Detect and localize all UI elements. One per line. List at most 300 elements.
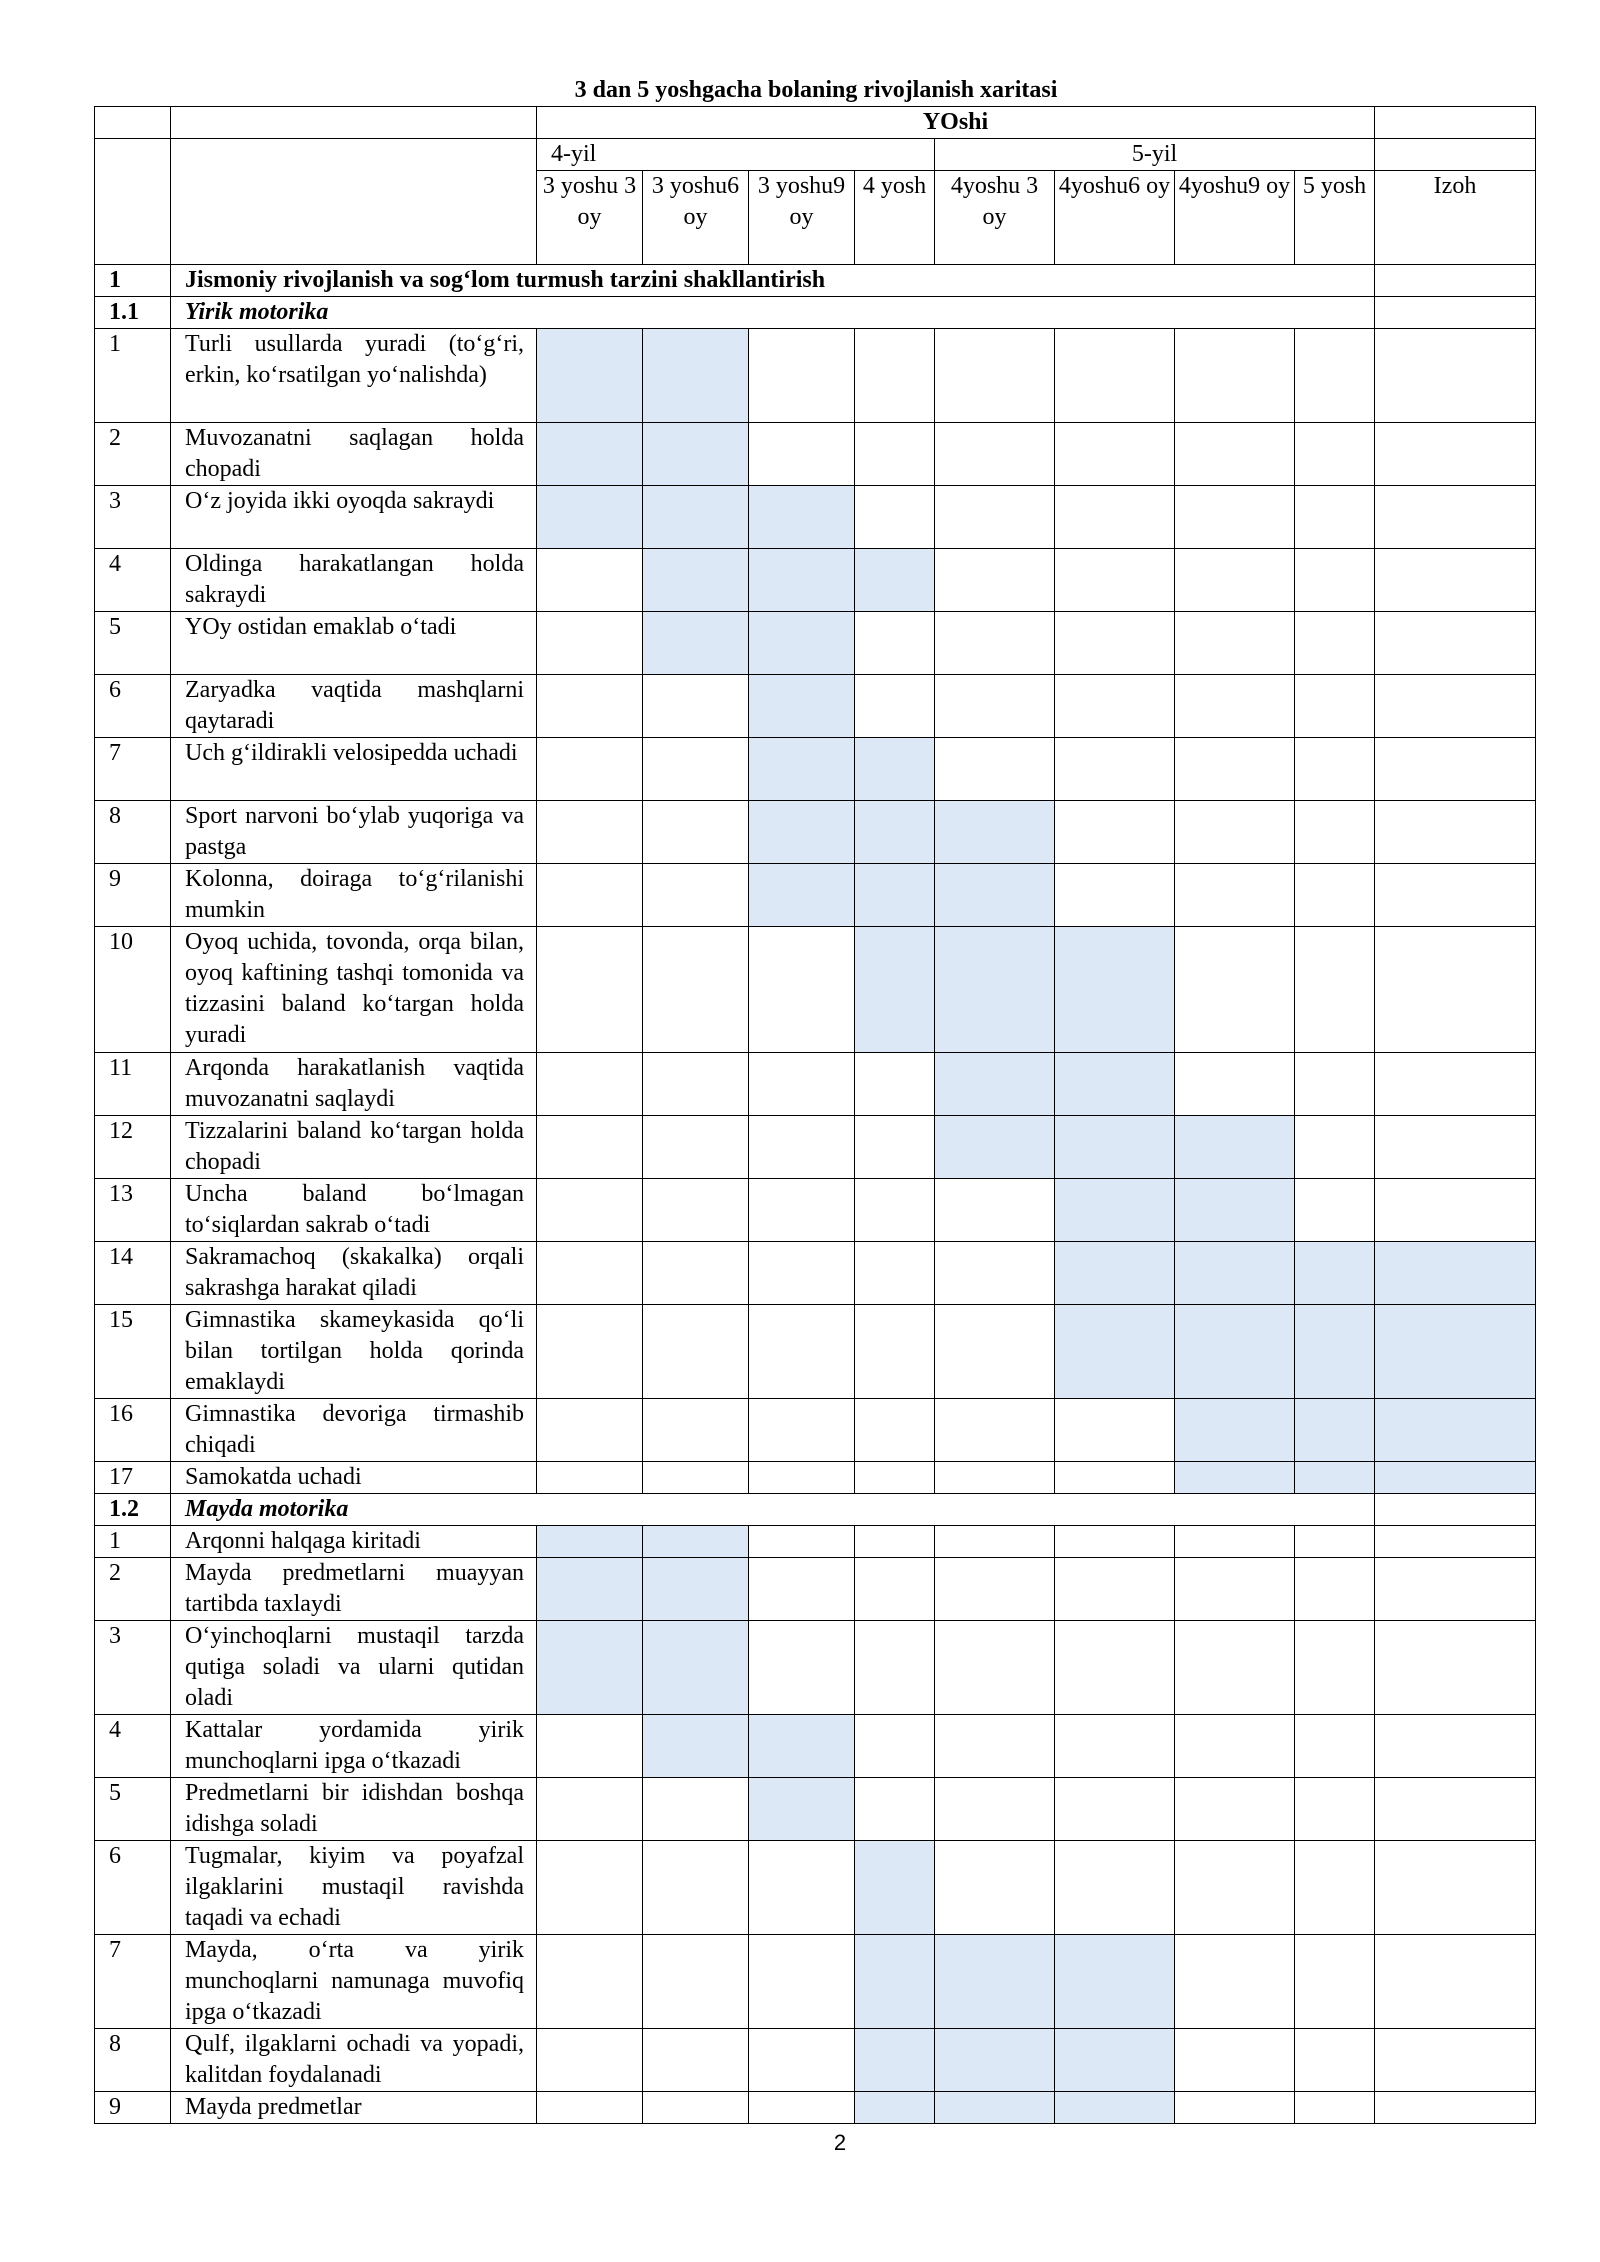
age-cell-marked bbox=[749, 549, 855, 612]
milestone-row bbox=[95, 1053, 1536, 1116]
note-cell bbox=[1375, 265, 1536, 297]
age-cell bbox=[1055, 1715, 1175, 1778]
age-cell-marked bbox=[855, 738, 935, 801]
note-cell bbox=[1375, 1778, 1536, 1841]
age-cell bbox=[1055, 423, 1175, 486]
age-cell bbox=[935, 1179, 1055, 1242]
age-cell-marked bbox=[643, 612, 749, 675]
col-header: 4yoshu 3 oy bbox=[935, 171, 1055, 265]
note-cell bbox=[1375, 329, 1536, 423]
age-cell-marked bbox=[1175, 1462, 1295, 1494]
age-cell-marked bbox=[643, 486, 749, 549]
age-cell-marked bbox=[643, 1621, 749, 1715]
note-cell bbox=[1375, 1558, 1536, 1621]
age-cell bbox=[537, 1778, 643, 1841]
subsection-row bbox=[95, 297, 1536, 329]
row-number: 7 bbox=[95, 1935, 171, 2029]
age-cell-marked bbox=[643, 1715, 749, 1778]
age-cell bbox=[935, 675, 1055, 738]
age-cell bbox=[1175, 675, 1295, 738]
age-cell bbox=[537, 1179, 643, 1242]
age-header: YOshi bbox=[537, 107, 1375, 139]
note-cell bbox=[1375, 2029, 1536, 2092]
milestone-row bbox=[95, 675, 1536, 738]
age-cell bbox=[643, 675, 749, 738]
age-cell bbox=[1175, 612, 1295, 675]
age-cell-marked bbox=[643, 549, 749, 612]
milestone-description: Gimnastika skameykasida qo‘li bilan tortilgan holda qorinda emaklaydi bbox=[171, 1305, 537, 1399]
age-cell-marked bbox=[749, 738, 855, 801]
milestone-row bbox=[95, 1778, 1536, 1841]
age-cell bbox=[855, 423, 935, 486]
row-number: 1 bbox=[95, 1526, 171, 1558]
age-cell-marked bbox=[855, 864, 935, 927]
row-number: 8 bbox=[95, 2029, 171, 2092]
age-cell bbox=[1175, 423, 1295, 486]
age-cell bbox=[537, 927, 643, 1053]
age-cell bbox=[749, 1305, 855, 1399]
section-row bbox=[95, 265, 1536, 297]
age-cell-marked bbox=[643, 1558, 749, 1621]
age-cell bbox=[1055, 675, 1175, 738]
development-chart-table bbox=[94, 106, 1536, 2124]
row-number: 1.1 bbox=[95, 297, 171, 329]
age-cell bbox=[1055, 1778, 1175, 1841]
milestone-row bbox=[95, 423, 1536, 486]
note-cell bbox=[1375, 675, 1536, 738]
age-cell bbox=[1295, 1053, 1375, 1116]
header-blank-cell bbox=[1375, 139, 1536, 171]
age-cell bbox=[749, 1179, 855, 1242]
age-cell-marked bbox=[537, 486, 643, 549]
age-cell bbox=[537, 1053, 643, 1116]
note-cell bbox=[1375, 1621, 1536, 1715]
milestone-description: Kolonna, doiraga to‘g‘rilanishi mumkin bbox=[171, 864, 537, 927]
age-cell-marked bbox=[935, 1935, 1055, 2029]
milestone-description: Tizzalarini baland ko‘targan holda chopadi bbox=[171, 1116, 537, 1179]
age-cell bbox=[537, 1399, 643, 1462]
age-cell-marked bbox=[537, 1526, 643, 1558]
age-cell bbox=[855, 1778, 935, 1841]
milestone-row bbox=[95, 1526, 1536, 1558]
age-cell-marked bbox=[643, 423, 749, 486]
age-cell bbox=[935, 329, 1055, 423]
age-cell bbox=[855, 1053, 935, 1116]
row-number: 13 bbox=[95, 1179, 171, 1242]
subsection-row bbox=[95, 1494, 1536, 1526]
age-cell-marked bbox=[1055, 2029, 1175, 2092]
age-cell bbox=[935, 612, 1055, 675]
milestone-description: Zaryadka vaqtida mashqlarni qaytaradi bbox=[171, 675, 537, 738]
age-cell bbox=[537, 549, 643, 612]
age-cell-marked bbox=[1055, 2092, 1175, 2124]
age-cell bbox=[749, 1621, 855, 1715]
milestone-description: Uncha baland bo‘lmagan to‘siqlardan sakrab o‘tadi bbox=[171, 1179, 537, 1242]
milestone-row bbox=[95, 2029, 1536, 2092]
age-cell-marked bbox=[935, 1053, 1055, 1116]
age-cell bbox=[855, 612, 935, 675]
note-cell bbox=[1375, 738, 1536, 801]
age-cell bbox=[1295, 927, 1375, 1053]
age-cell bbox=[1175, 1621, 1295, 1715]
milestone-row bbox=[95, 1242, 1536, 1305]
age-cell bbox=[935, 549, 1055, 612]
age-cell bbox=[749, 329, 855, 423]
milestone-row bbox=[95, 864, 1536, 927]
note-cell bbox=[1375, 864, 1536, 927]
age-cell bbox=[935, 1526, 1055, 1558]
row-number: 1.2 bbox=[95, 1494, 171, 1526]
age-cell bbox=[1295, 612, 1375, 675]
age-cell-marked bbox=[935, 1116, 1055, 1179]
row-number: 12 bbox=[95, 1116, 171, 1179]
milestone-description: Arqonni halqaga kiritadi bbox=[171, 1526, 537, 1558]
age-cell bbox=[935, 1715, 1055, 1778]
age-cell bbox=[537, 612, 643, 675]
milestone-description: Turli usullarda yuradi (to‘g‘ri, erkin, ko‘rsatilgan yo‘nalishda) bbox=[171, 329, 537, 423]
age-cell-marked bbox=[1055, 1053, 1175, 1116]
row-number: 5 bbox=[95, 1778, 171, 1841]
age-cell bbox=[1295, 1558, 1375, 1621]
age-cell bbox=[643, 1399, 749, 1462]
age-cell bbox=[1295, 1778, 1375, 1841]
note-cell bbox=[1375, 1462, 1536, 1494]
age-cell bbox=[1175, 1053, 1295, 1116]
age-cell-marked bbox=[1055, 1179, 1175, 1242]
age-cell-marked bbox=[643, 329, 749, 423]
milestone-row bbox=[95, 612, 1536, 675]
milestone-description: Sport narvoni bo‘ylab yuqoriga va pastga bbox=[171, 801, 537, 864]
milestone-description: Mayda, o‘rta va yirik munchoqlarni namunaga muvofiq ipga o‘tkazadi bbox=[171, 1935, 537, 2029]
age-cell-marked bbox=[935, 2092, 1055, 2124]
age-cell bbox=[1295, 423, 1375, 486]
milestone-description: Kattalar yordamida yirik munchoqlarni ipga o‘tkazadi bbox=[171, 1715, 537, 1778]
age-cell bbox=[643, 2092, 749, 2124]
age-cell bbox=[1175, 2029, 1295, 2092]
age-cell bbox=[1295, 1179, 1375, 1242]
age-cell bbox=[1295, 549, 1375, 612]
age-cell bbox=[1175, 2092, 1295, 2124]
note-cell bbox=[1375, 423, 1536, 486]
milestone-row bbox=[95, 1305, 1536, 1399]
age-cell bbox=[537, 2092, 643, 2124]
milestone-description: Predmetlarni bir idishdan boshqa idishga soladi bbox=[171, 1778, 537, 1841]
milestone-description: Qulf, ilgaklarni ochadi va yopadi, kalitdan foydalanadi bbox=[171, 2029, 537, 2092]
subsection-title: Yirik motorika bbox=[171, 297, 1375, 329]
age-cell-marked bbox=[537, 1621, 643, 1715]
age-cell bbox=[855, 1621, 935, 1715]
age-cell bbox=[537, 1935, 643, 2029]
age-cell-marked bbox=[1055, 927, 1175, 1053]
age-cell bbox=[855, 1715, 935, 1778]
row-number: 2 bbox=[95, 423, 171, 486]
milestone-row bbox=[95, 1179, 1536, 1242]
row-number: 2 bbox=[95, 1558, 171, 1621]
age-cell-marked bbox=[1175, 1399, 1295, 1462]
milestone-row bbox=[95, 1462, 1536, 1494]
milestone-description: Sakramachoq (skakalka) orqali sakrashga harakat qiladi bbox=[171, 1242, 537, 1305]
age-cell bbox=[643, 864, 749, 927]
header-blank-cell bbox=[95, 139, 171, 265]
age-cell-marked bbox=[1175, 1242, 1295, 1305]
row-number: 1 bbox=[95, 265, 171, 297]
age-cell bbox=[1175, 738, 1295, 801]
age-cell bbox=[643, 927, 749, 1053]
age-cell bbox=[1295, 1715, 1375, 1778]
row-number: 14 bbox=[95, 1242, 171, 1305]
header-row-years bbox=[95, 139, 1536, 171]
age-cell-marked bbox=[855, 1935, 935, 2029]
age-cell-marked bbox=[855, 927, 935, 1053]
col-header: 3 yoshu 3 oy bbox=[537, 171, 643, 265]
age-cell bbox=[1295, 864, 1375, 927]
note-cell bbox=[1375, 486, 1536, 549]
row-number: 6 bbox=[95, 1841, 171, 1935]
age-cell bbox=[1055, 1526, 1175, 1558]
age-cell bbox=[935, 486, 1055, 549]
milestone-description: Uch g‘ildirakli velosipedda uchadi bbox=[171, 738, 537, 801]
age-cell bbox=[1175, 1841, 1295, 1935]
row-number: 10 bbox=[95, 927, 171, 1053]
milestone-row bbox=[95, 2092, 1536, 2124]
year-group-5: 5-yil bbox=[935, 139, 1375, 171]
age-cell bbox=[1175, 1526, 1295, 1558]
row-number: 17 bbox=[95, 1462, 171, 1494]
age-cell bbox=[1295, 675, 1375, 738]
age-cell bbox=[1295, 329, 1375, 423]
age-cell bbox=[537, 1116, 643, 1179]
age-cell bbox=[935, 1778, 1055, 1841]
row-number: 15 bbox=[95, 1305, 171, 1399]
milestone-row bbox=[95, 927, 1536, 1053]
row-number: 9 bbox=[95, 2092, 171, 2124]
header-blank-cell bbox=[1375, 107, 1536, 139]
age-cell bbox=[643, 801, 749, 864]
age-cell bbox=[1175, 801, 1295, 864]
age-cell-marked bbox=[749, 1778, 855, 1841]
age-cell bbox=[1175, 329, 1295, 423]
col-header: 4yoshu9 oy bbox=[1175, 171, 1295, 265]
age-cell-marked bbox=[537, 329, 643, 423]
document-title: 3 dan 5 yoshgacha bolaning rivojlanish xaritasi bbox=[574, 77, 1058, 103]
age-cell bbox=[537, 1841, 643, 1935]
milestone-row bbox=[95, 1399, 1536, 1462]
age-cell bbox=[1175, 1778, 1295, 1841]
header-blank-cell bbox=[95, 107, 171, 139]
age-cell bbox=[935, 1621, 1055, 1715]
age-cell bbox=[1055, 549, 1175, 612]
age-cell-marked bbox=[1175, 1179, 1295, 1242]
page-number: 2 bbox=[833, 2130, 847, 2155]
age-cell bbox=[1295, 1841, 1375, 1935]
milestone-description: YOy ostidan emaklab o‘tadi bbox=[171, 612, 537, 675]
age-cell-marked bbox=[749, 1715, 855, 1778]
age-cell-marked bbox=[1175, 1116, 1295, 1179]
age-cell bbox=[537, 1305, 643, 1399]
col-header: 5 yosh bbox=[1295, 171, 1375, 265]
age-cell-marked bbox=[1295, 1305, 1375, 1399]
row-number: 3 bbox=[95, 1621, 171, 1715]
age-cell bbox=[749, 1526, 855, 1558]
age-cell bbox=[749, 1558, 855, 1621]
age-cell bbox=[1295, 1526, 1375, 1558]
age-cell bbox=[749, 1935, 855, 2029]
milestone-description: Muvozanatni saqlagan holda chopadi bbox=[171, 423, 537, 486]
milestone-description: Samokatda uchadi bbox=[171, 1462, 537, 1494]
age-cell bbox=[1175, 927, 1295, 1053]
age-cell-marked bbox=[749, 801, 855, 864]
row-number: 11 bbox=[95, 1053, 171, 1116]
age-cell bbox=[855, 329, 935, 423]
milestone-row bbox=[95, 1715, 1536, 1778]
age-cell bbox=[1295, 738, 1375, 801]
age-cell bbox=[855, 1242, 935, 1305]
age-cell-marked bbox=[1055, 1242, 1175, 1305]
age-cell-marked bbox=[1055, 1305, 1175, 1399]
row-number: 16 bbox=[95, 1399, 171, 1462]
age-cell bbox=[749, 1116, 855, 1179]
milestone-description: O‘yinchoqlarni mustaqil tarzda qutiga soladi va ularni qutidan oladi bbox=[171, 1621, 537, 1715]
age-cell bbox=[855, 1526, 935, 1558]
note-cell bbox=[1375, 612, 1536, 675]
milestone-row bbox=[95, 329, 1536, 423]
age-cell-marked bbox=[855, 549, 935, 612]
row-number: 3 bbox=[95, 486, 171, 549]
age-cell bbox=[537, 1715, 643, 1778]
age-cell bbox=[1055, 738, 1175, 801]
milestone-description: Mayda predmetlar bbox=[171, 2092, 537, 2124]
milestone-row bbox=[95, 1935, 1536, 2029]
age-cell-marked bbox=[1055, 1116, 1175, 1179]
age-cell bbox=[1055, 1558, 1175, 1621]
age-cell-marked bbox=[1175, 1305, 1295, 1399]
age-cell-marked bbox=[643, 1526, 749, 1558]
age-cell-marked bbox=[935, 801, 1055, 864]
age-cell bbox=[855, 1305, 935, 1399]
age-cell bbox=[643, 1935, 749, 2029]
row-number: 5 bbox=[95, 612, 171, 675]
age-cell bbox=[1175, 864, 1295, 927]
age-cell-marked bbox=[537, 1558, 643, 1621]
milestone-row bbox=[95, 1841, 1536, 1935]
age-cell bbox=[1055, 1841, 1175, 1935]
age-cell bbox=[1055, 486, 1175, 549]
milestone-row bbox=[95, 1116, 1536, 1179]
age-cell bbox=[643, 1778, 749, 1841]
age-cell-marked bbox=[749, 864, 855, 927]
milestone-description: Mayda predmetlarni muayyan tartibda taxlaydi bbox=[171, 1558, 537, 1621]
milestone-description: Gimnastika devoriga tirmashib chiqadi bbox=[171, 1399, 537, 1462]
milestone-description: O‘z joyida ikki oyoqda sakraydi bbox=[171, 486, 537, 549]
age-cell bbox=[855, 486, 935, 549]
subsection-title: Mayda motorika bbox=[171, 1494, 1375, 1526]
milestone-row bbox=[95, 1621, 1536, 1715]
note-cell bbox=[1375, 1116, 1536, 1179]
age-cell bbox=[935, 738, 1055, 801]
age-cell bbox=[537, 1462, 643, 1494]
age-cell bbox=[537, 801, 643, 864]
age-cell bbox=[935, 1841, 1055, 1935]
note-header: Izoh bbox=[1375, 171, 1536, 265]
age-cell bbox=[749, 2092, 855, 2124]
age-cell-marked bbox=[537, 423, 643, 486]
age-cell bbox=[749, 423, 855, 486]
age-cell bbox=[749, 927, 855, 1053]
age-cell bbox=[935, 1462, 1055, 1494]
age-cell bbox=[537, 2029, 643, 2092]
row-number: 4 bbox=[95, 1715, 171, 1778]
row-number: 4 bbox=[95, 549, 171, 612]
milestone-row bbox=[95, 738, 1536, 801]
col-header: 4 yosh bbox=[855, 171, 935, 265]
age-cell bbox=[643, 1305, 749, 1399]
note-cell bbox=[1375, 2092, 1536, 2124]
note-cell bbox=[1375, 927, 1536, 1053]
col-header: 3 yoshu9 oy bbox=[749, 171, 855, 265]
age-cell-marked bbox=[749, 612, 855, 675]
row-number: 8 bbox=[95, 801, 171, 864]
age-cell bbox=[643, 738, 749, 801]
age-cell bbox=[855, 1462, 935, 1494]
age-cell bbox=[537, 675, 643, 738]
note-cell bbox=[1375, 801, 1536, 864]
age-cell bbox=[537, 738, 643, 801]
age-cell-marked bbox=[749, 486, 855, 549]
age-cell bbox=[855, 1179, 935, 1242]
note-cell bbox=[1375, 1305, 1536, 1399]
age-cell bbox=[1055, 1462, 1175, 1494]
age-cell bbox=[855, 675, 935, 738]
note-cell bbox=[1375, 1053, 1536, 1116]
age-cell bbox=[1055, 329, 1175, 423]
age-cell bbox=[643, 1462, 749, 1494]
age-cell bbox=[537, 864, 643, 927]
age-cell bbox=[1295, 2029, 1375, 2092]
age-cell bbox=[1295, 1621, 1375, 1715]
age-cell bbox=[749, 1053, 855, 1116]
row-number: 6 bbox=[95, 675, 171, 738]
milestone-description: Arqonda harakatlanish vaqtida muvozanatni saqlaydi bbox=[171, 1053, 537, 1116]
age-cell bbox=[749, 1242, 855, 1305]
age-cell-marked bbox=[1295, 1242, 1375, 1305]
col-header: 4yoshu6 oy bbox=[1055, 171, 1175, 265]
age-cell bbox=[749, 1841, 855, 1935]
age-cell bbox=[1055, 864, 1175, 927]
age-cell-marked bbox=[1055, 1935, 1175, 2029]
age-cell bbox=[935, 1242, 1055, 1305]
age-cell bbox=[1295, 1116, 1375, 1179]
age-cell bbox=[935, 1399, 1055, 1462]
milestone-row bbox=[95, 801, 1536, 864]
milestone-description: Tugmalar, kiyim va poyafzal ilgaklarini mustaqil ravishda taqadi va echadi bbox=[171, 1841, 537, 1935]
age-cell bbox=[749, 2029, 855, 2092]
age-cell-marked bbox=[855, 1841, 935, 1935]
age-cell bbox=[935, 1558, 1055, 1621]
age-cell bbox=[1175, 549, 1295, 612]
note-cell bbox=[1375, 297, 1536, 329]
milestone-row bbox=[95, 549, 1536, 612]
header-blank-cell bbox=[171, 107, 537, 139]
milestone-row bbox=[95, 486, 1536, 549]
year-group-4: 4-yil bbox=[537, 139, 935, 171]
age-cell bbox=[643, 1242, 749, 1305]
age-cell bbox=[1295, 801, 1375, 864]
age-cell-marked bbox=[855, 2092, 935, 2124]
header-blank-cell bbox=[171, 139, 537, 265]
age-cell bbox=[1175, 1558, 1295, 1621]
age-cell bbox=[935, 423, 1055, 486]
age-cell-marked bbox=[935, 2029, 1055, 2092]
